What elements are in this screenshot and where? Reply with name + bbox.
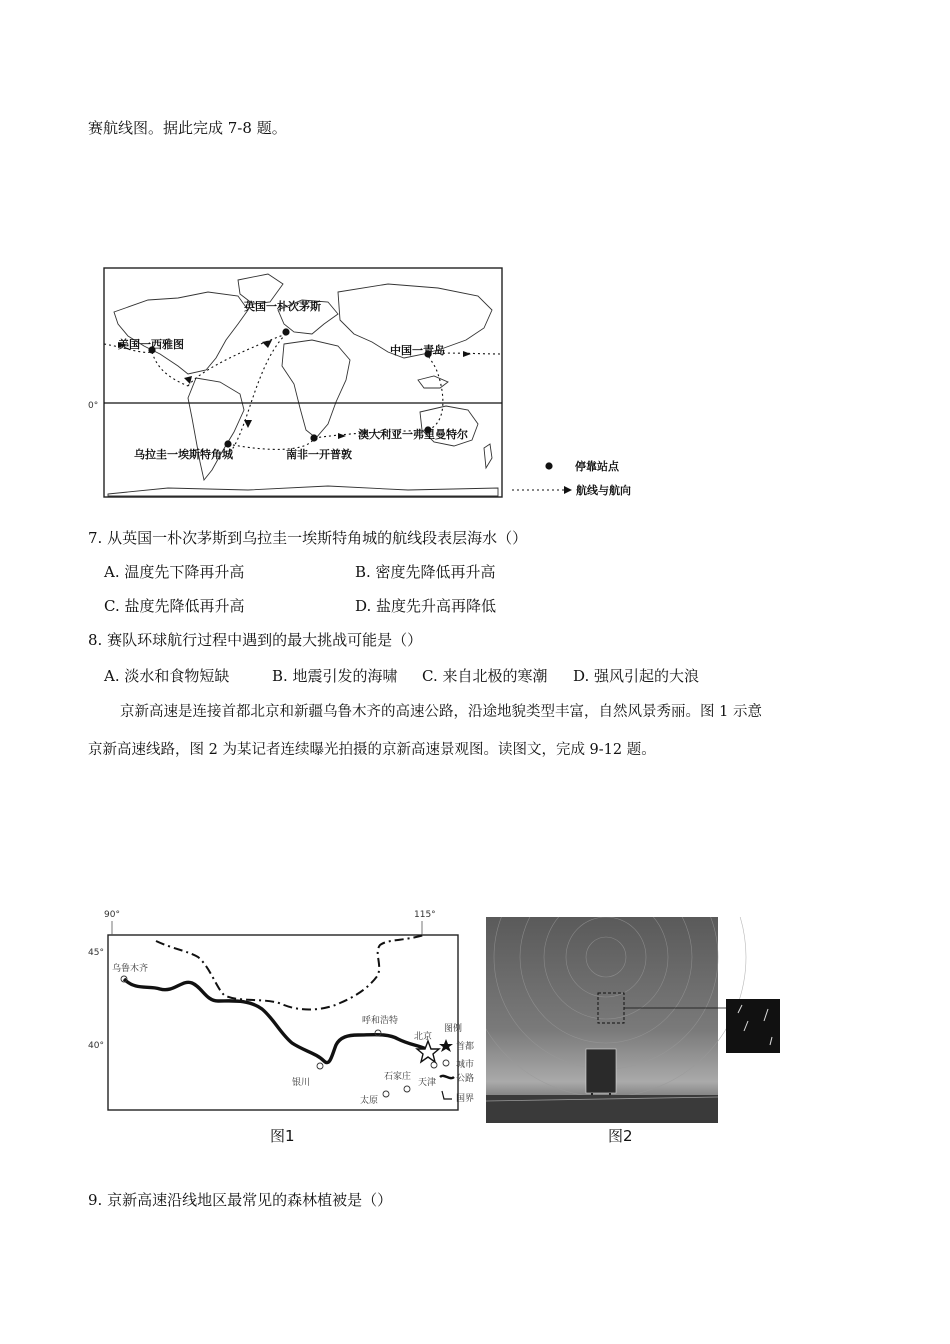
fig2-caption: 图2 [608, 1127, 633, 1145]
city-urumqi: 乌鲁木齐 [112, 964, 149, 974]
fig1-legend-capital: 首都 [456, 1042, 475, 1052]
q8-option-b[interactable]: B. 地震引发的海啸 [272, 667, 398, 685]
q8-stem: 8. 赛队环球航行过程中遇到的最大挑战可能是（） [88, 631, 423, 649]
label-au: 澳大利亚一弗里曼特尔 [358, 428, 468, 441]
fig1-lon-right: 115° [414, 910, 436, 920]
city-shijiazhuang: 石家庄 [384, 1072, 412, 1082]
stop-uy [224, 440, 231, 447]
label-za: 南非一开普敦 [286, 448, 352, 461]
city-taiyuan: 太原 [360, 1096, 379, 1106]
q7-option-a[interactable]: A. 温度先下降再升高 [104, 563, 245, 581]
equator-label: 0° [88, 401, 99, 411]
legend-stop: 停靠站点 [575, 460, 619, 473]
q8-option-a[interactable]: A. 淡水和食物短缺 [104, 667, 230, 685]
fig1-legend-road: 公路 [456, 1074, 475, 1084]
stop-za [310, 434, 317, 441]
fig1-legend-city: 城市 [456, 1060, 475, 1070]
city-tianjin: 天津 [418, 1078, 437, 1088]
fig1-legend-border: 国界 [456, 1094, 475, 1104]
city-yinchuan: 银川 [292, 1078, 311, 1088]
fig2-star-trail-photo [486, 917, 786, 1123]
q7-option-d[interactable]: D. 盐度先升高再降低 [355, 597, 497, 615]
q8-option-c[interactable]: C. 来自北极的寒潮 [422, 667, 548, 685]
world-route-map [88, 262, 658, 507]
legend-route: 航线与航向 [576, 484, 631, 497]
fig1-lat-bottom: 40° [88, 1041, 104, 1051]
label-uk: 英国一朴次茅斯 [244, 300, 321, 313]
map1-legend [512, 459, 631, 497]
label-cn: 中国一青岛 [390, 344, 445, 357]
city-beijing: 北京 [414, 1032, 433, 1042]
q9-stem: 9. 京新高速沿线地区最常见的森林植被是（） [88, 1191, 393, 1209]
passage-line-2: 京新高速线路，图 2 为某记者连续曝光拍摄的京新高速景观图。读图文，完成 9-12 题。 [88, 742, 656, 758]
intro-tail: 赛航线图。据此完成 7-8 题。 [88, 119, 287, 137]
fig1-route-map [78, 905, 488, 1115]
fig1-legend-title: 图例 [444, 1024, 463, 1034]
q8-option-d[interactable]: D. 强风引起的大浪 [573, 667, 700, 685]
stop-uk [282, 328, 289, 335]
label-us: 美国一西雅图 [118, 338, 184, 351]
fig1-caption: 图1 [270, 1127, 295, 1145]
fig1-lat-top: 45° [88, 948, 104, 958]
passage-line-1: 京新高速是连接首都北京和新疆乌鲁木齐的高速公路，沿途地貌类型丰富，自然风景秀丽。图 1 示意 [120, 704, 762, 720]
city-hohhot: 呼和浩特 [362, 1016, 399, 1026]
q7-stem: 7. 从英国一朴次茅斯到乌拉圭一埃斯特角城的航线段表层海水（） [88, 529, 528, 547]
q7-option-b[interactable]: B. 密度先降低再升高 [355, 563, 496, 581]
fig1-lon-left: 90° [104, 910, 120, 920]
q7-option-c[interactable]: C. 盐度先降低再升高 [104, 597, 245, 615]
label-uy: 乌拉圭一埃斯特角城 [134, 448, 233, 461]
